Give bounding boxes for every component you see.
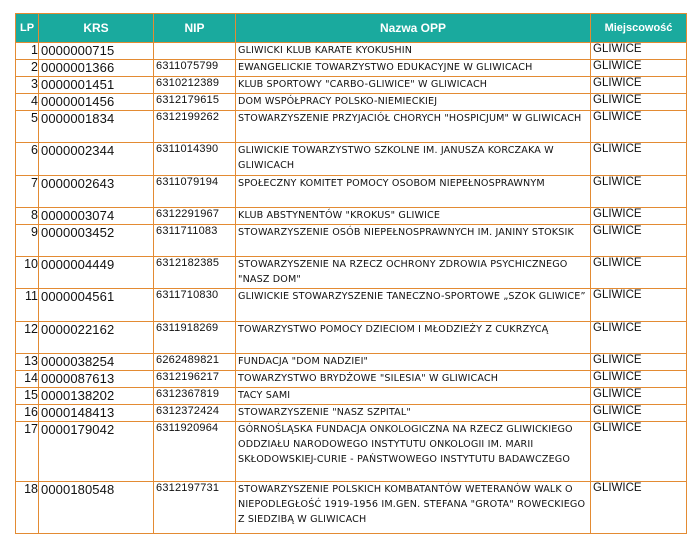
cell-miejscowosc: GLIWICE: [591, 43, 687, 60]
table-row: [16, 225, 687, 257]
table-row: [16, 354, 687, 371]
cell-lp: 4: [16, 94, 39, 111]
cell-miejscowosc: GLIWICE: [591, 388, 687, 405]
table-row: [16, 388, 687, 405]
header-miejscowosc: Miejscowość: [591, 14, 687, 43]
table-row: [16, 111, 687, 143]
cell-nip: 6312196217: [154, 371, 236, 388]
cell-miejscowosc: GLIWICE: [591, 289, 687, 322]
table-row: [16, 257, 687, 289]
cell-krs: 0000003074: [39, 208, 154, 225]
cell-lp: 1: [16, 43, 39, 60]
cell-miejscowosc: GLIWICE: [591, 422, 687, 482]
cell-nazwa: STOWARZYSZENIE OSÓB NIEPEŁNOSPRAWNYCH IM. JANINY STOKSIK: [236, 225, 591, 257]
cell-lp: 18: [16, 482, 39, 534]
cell-nip: 6311014390: [154, 143, 236, 176]
table-row: [16, 289, 687, 322]
cell-miejscowosc: GLIWICE: [591, 60, 687, 77]
cell-krs: 0000001834: [39, 111, 154, 143]
cell-nazwa: STOWARZYSZENIE "NASZ SZPITAL": [236, 405, 591, 422]
cell-nazwa: FUNDACJA "DOM NADZIEI": [236, 354, 591, 371]
cell-nip: 6310212389: [154, 77, 236, 94]
cell-lp: 5: [16, 111, 39, 143]
cell-lp: 6: [16, 143, 39, 176]
table-row: [16, 77, 687, 94]
cell-krs: 0000002643: [39, 176, 154, 208]
table-row: [16, 371, 687, 388]
cell-nip: 6312197731: [154, 482, 236, 534]
cell-nip: 6311079194: [154, 176, 236, 208]
table-row: [16, 43, 687, 60]
cell-nip: 6312372424: [154, 405, 236, 422]
table-row: [16, 143, 687, 176]
cell-nazwa: GLIWICKIE STOWARZYSZENIE TANECZNO-SPORTOWE „SZOK GLIWICE”: [236, 289, 591, 322]
cell-lp: 14: [16, 371, 39, 388]
cell-nip: 6312179615: [154, 94, 236, 111]
cell-nip: 6311918269: [154, 322, 236, 354]
cell-krs: 0000003452: [39, 225, 154, 257]
header-krs: KRS: [39, 14, 154, 43]
cell-nazwa: EWANGELICKIE TOWARZYSTWO EDUKACYJNE W GLIWICACH: [236, 60, 591, 77]
cell-krs: 0000000715: [39, 43, 154, 60]
cell-nazwa: STOWARZYSZENIE POLSKICH KOMBATANTÓW WETERANÓW WALK O NIEPODLEGŁOŚĆ 1919-1956 IM.GEN. STEFANA "GROTA" ROWECKIEGO Z SIEDZIBĄ W GLIWICACH: [236, 482, 591, 534]
cell-lp: 17: [16, 422, 39, 482]
cell-nip: 6312291967: [154, 208, 236, 225]
cell-lp: 16: [16, 405, 39, 422]
cell-miejscowosc: GLIWICE: [591, 371, 687, 388]
cell-krs: 0000001366: [39, 60, 154, 77]
cell-nazwa: KLUB ABSTYNENTÓW "KROKUS" GLIWICE: [236, 208, 591, 225]
cell-miejscowosc: GLIWICE: [591, 111, 687, 143]
cell-lp: 3: [16, 77, 39, 94]
cell-krs: 0000002344: [39, 143, 154, 176]
cell-nip: 6312367819: [154, 388, 236, 405]
cell-nazwa: DOM WSPÓŁPRACY POLSKO-NIEMIECKIEJ: [236, 94, 591, 111]
opp-table: [15, 13, 687, 534]
cell-nip: [154, 43, 236, 60]
cell-nazwa: SPOŁECZNY KOMITET POMOCY OSOBOM NIEPEŁNOSPRAWNYM: [236, 176, 591, 208]
cell-lp: 12: [16, 322, 39, 354]
cell-miejscowosc: GLIWICE: [591, 322, 687, 354]
cell-nazwa: TACY SAMI: [236, 388, 591, 405]
table-row: [16, 208, 687, 225]
table-row: [16, 94, 687, 111]
cell-krs: 0000001456: [39, 94, 154, 111]
cell-nazwa: GÓRNOŚLĄSKA FUNDACJA ONKOLOGICZNA NA RZECZ GLIWICKIEGO ODDZIAŁU NARODOWEGO INSTYTUTU ONKOLOGII IM. MARII SKŁODOWSKIEJ-CURIE - PAŃSTWOWEGO INSTYTUTU BADAWCZEGO: [236, 422, 591, 482]
cell-miejscowosc: GLIWICE: [591, 354, 687, 371]
cell-miejscowosc: GLIWICE: [591, 143, 687, 176]
cell-nip: 6311711083: [154, 225, 236, 257]
cell-nip: 6311920964: [154, 422, 236, 482]
cell-nazwa: STOWARZYSZENIE PRZYJACIÓŁ CHORYCH "HOSPICJUM" W GLIWICACH: [236, 111, 591, 143]
cell-krs: 0000001451: [39, 77, 154, 94]
cell-nip: 6311075799: [154, 60, 236, 77]
cell-nip: 6262489821: [154, 354, 236, 371]
table-row: [16, 405, 687, 422]
cell-krs: 0000038254: [39, 354, 154, 371]
cell-nazwa: GLIWICKI KLUB KARATE KYOKUSHIN: [236, 43, 591, 60]
cell-krs: 0000138202: [39, 388, 154, 405]
table-row: [16, 176, 687, 208]
cell-miejscowosc: GLIWICE: [591, 257, 687, 289]
header-lp: LP: [16, 14, 39, 43]
cell-lp: 13: [16, 354, 39, 371]
cell-lp: 2: [16, 60, 39, 77]
cell-lp: 7: [16, 176, 39, 208]
cell-nip: 6312182385: [154, 257, 236, 289]
cell-nazwa: GLIWICKIE TOWARZYSTWO SZKOLNE IM. JANUSZA KORCZAKA W GLIWICACH: [236, 143, 591, 176]
cell-krs: 0000148413: [39, 405, 154, 422]
cell-miejscowosc: GLIWICE: [591, 176, 687, 208]
table-row: [16, 60, 687, 77]
cell-lp: 11: [16, 289, 39, 322]
cell-miejscowosc: GLIWICE: [591, 482, 687, 534]
cell-lp: 10: [16, 257, 39, 289]
header-row: [16, 14, 687, 43]
cell-lp: 8: [16, 208, 39, 225]
header-nip: NIP: [154, 14, 236, 43]
cell-miejscowosc: GLIWICE: [591, 94, 687, 111]
cell-miejscowosc: GLIWICE: [591, 77, 687, 94]
cell-nip: 6312199262: [154, 111, 236, 143]
cell-nazwa: TOWARZYSTWO POMOCY DZIECIOM I MŁODZIEŻY Z CUKRZYCĄ: [236, 322, 591, 354]
cell-krs: 0000004561: [39, 289, 154, 322]
cell-krs: 0000004449: [39, 257, 154, 289]
table-row: [16, 322, 687, 354]
cell-miejscowosc: GLIWICE: [591, 225, 687, 257]
header-nazwa: Nazwa OPP: [236, 14, 591, 43]
cell-krs: 0000022162: [39, 322, 154, 354]
cell-miejscowosc: GLIWICE: [591, 208, 687, 225]
cell-krs: 0000179042: [39, 422, 154, 482]
cell-krs: 0000180548: [39, 482, 154, 534]
cell-nazwa: KLUB SPORTOWY "CARBO-GLIWICE" W GLIWICACH: [236, 77, 591, 94]
cell-nazwa: STOWARZYSZENIE NA RZECZ OCHRONY ZDROWIA PSYCHICZNEGO "NASZ DOM": [236, 257, 591, 289]
table-row: [16, 422, 687, 482]
table-row: [16, 482, 687, 534]
cell-lp: 9: [16, 225, 39, 257]
cell-krs: 0000087613: [39, 371, 154, 388]
cell-lp: 15: [16, 388, 39, 405]
cell-miejscowosc: GLIWICE: [591, 405, 687, 422]
cell-nazwa: TOWARZYSTWO BRYDŻOWE "SILESIA" W GLIWICACH: [236, 371, 591, 388]
cell-nip: 6311710830: [154, 289, 236, 322]
